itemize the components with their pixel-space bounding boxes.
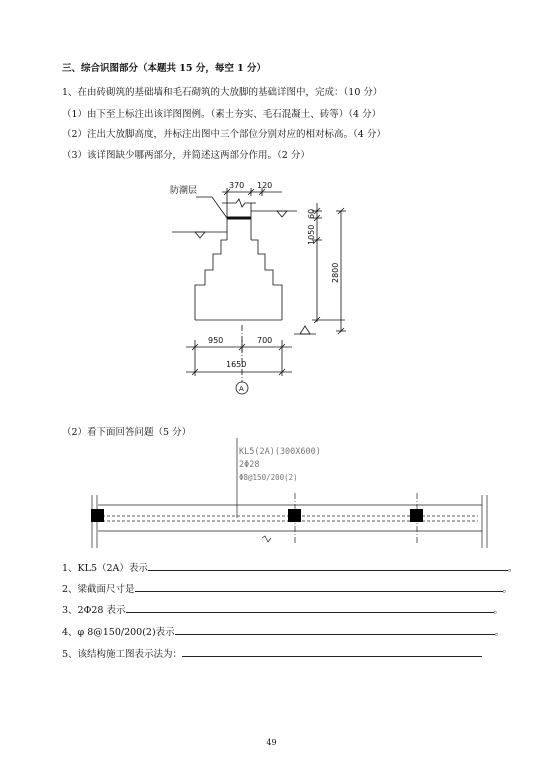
dim-370: 370 xyxy=(229,181,245,190)
question-2-title: （2）看下面回答问题（5 分） xyxy=(62,427,192,438)
dim-1650: 1650 xyxy=(226,360,247,369)
column-3 xyxy=(410,509,423,522)
beam-rebar-label: 2Φ28 xyxy=(239,460,260,470)
dim-700: 700 xyxy=(257,336,273,345)
axis-bubble-label: A xyxy=(239,385,244,393)
answer-item-3: 3、2Φ28 表示 。 xyxy=(62,602,503,616)
dim-1050: 1050 xyxy=(307,224,316,245)
beam-stirrup-label: Φ8@150/200(2) xyxy=(239,473,298,482)
answer-item-1-label: 1、KL5（2A）表示 xyxy=(62,563,148,574)
column-2 xyxy=(288,509,301,522)
question-1-intro: 1、在由砖砌筑的基础墙和毛石砌筑的大放脚的基础详图中，完成：（10 分） xyxy=(62,87,383,98)
beam-name-label: KL5(2A)(300X600) xyxy=(239,447,321,457)
question-1-sub-3: （3）该详图缺少哪两部分，并简述这两部分作用。（2 分） xyxy=(62,150,310,161)
answer-blank-1[interactable] xyxy=(148,560,508,571)
answer-item-3-label: 3、2Φ28 表示 xyxy=(62,605,126,616)
answer-item-4-label: 4、φ 8@150/200(2)表示 xyxy=(62,627,175,638)
dim-120: 120 xyxy=(257,181,273,190)
column-1 xyxy=(91,509,104,522)
answer-item-2-label: 2、梁截面尺寸是 xyxy=(62,584,135,595)
question-1-sub-2: （2）注出大放脚高度，并标注出图中三个部位分别对应的相对标高。（4 分） xyxy=(62,129,386,140)
answer-item-4: 4、φ 8@150/200(2)表示 。 xyxy=(62,624,504,638)
answer-blank-3[interactable] xyxy=(126,602,494,613)
section-title: 三、综合识图部分（本题共 15 分，每空 1 分） xyxy=(62,63,267,74)
answer-blank-4[interactable] xyxy=(175,624,495,635)
answer-blank-5[interactable] xyxy=(182,646,482,657)
dim-950: 950 xyxy=(208,336,224,345)
dim-2800: 2800 xyxy=(331,262,340,283)
question-1-sub-1: （1）由下至上标注出该详图图例。（素土夯实、毛石混凝土、砖等）（4 分） xyxy=(62,109,382,120)
damp-proof-course-label: 防潮层 xyxy=(170,186,198,196)
answer-item-2: 2、梁截面尺寸是 。 xyxy=(62,581,512,595)
page-number: 49 xyxy=(266,738,277,747)
answer-item-5-label: 5、该结构施工图表示法为： xyxy=(62,649,183,660)
answer-item-5 xyxy=(62,646,482,660)
answer-blank-2[interactable] xyxy=(135,581,503,592)
dim-60: 60 xyxy=(307,208,316,219)
answer-item-1: 1、KL5（2A）表示 。 xyxy=(62,560,517,574)
